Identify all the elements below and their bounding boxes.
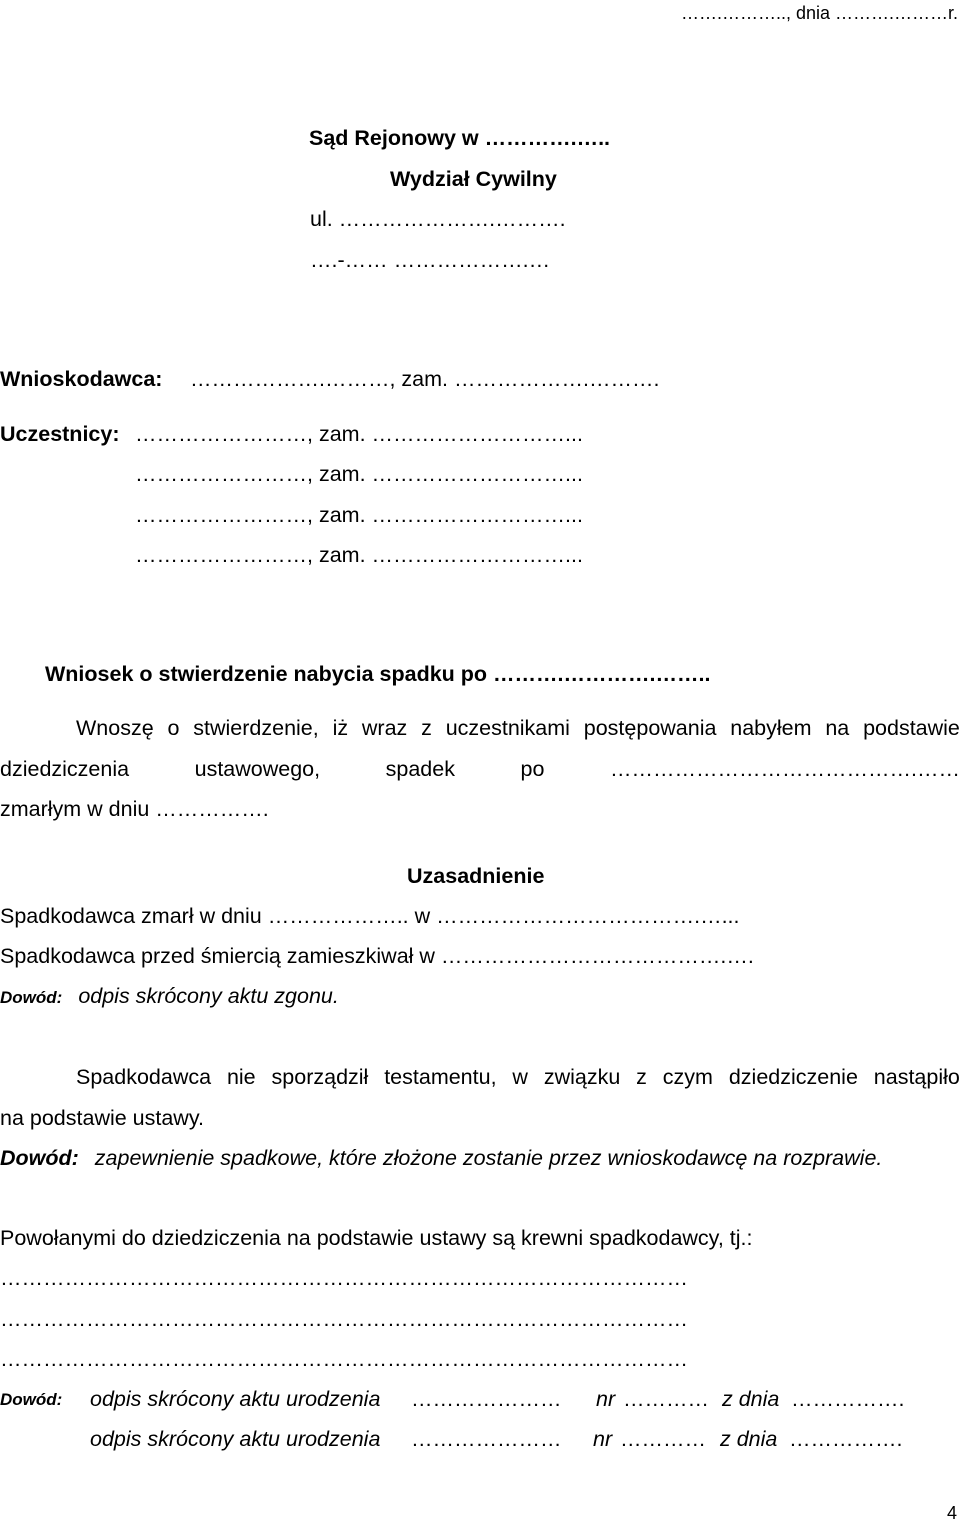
heirs-line: Powołanymi do dziedziczenia na podstawie ustawy są krewni spadkodawcy, tj.: <box>0 1226 753 1250</box>
court-street: ul. ………………….………. <box>310 207 566 231</box>
word: Spadkodawca <box>76 1065 212 1089</box>
word: na <box>825 716 850 740</box>
word: …………………………………….…… <box>609 757 960 781</box>
motion-body-line1 <box>76 718 960 740</box>
proof-1 <box>0 986 339 1008</box>
word: wraz <box>361 716 408 740</box>
page-number: 4 <box>947 1503 958 1523</box>
court-postal: ….-…… ……………….… <box>310 248 551 272</box>
word: spadek <box>385 757 455 781</box>
word: nabyłem <box>730 716 812 740</box>
participant-line: ……………………, zam. ………………………... <box>135 462 583 486</box>
word: ustawowego, <box>194 757 321 781</box>
motion-body-line2 <box>0 759 960 781</box>
word: w <box>512 1065 528 1089</box>
heir-dot-line: …………………………………………………………………………………… <box>0 1268 688 1290</box>
died-line: Spadkodawca zmarł w dniu ……………….. w ……………………………….…... <box>0 904 740 928</box>
word: postępowania <box>583 716 717 740</box>
motion-title: Wniosek o stwierdzenie nabycia spadku po ……….………….…….. <box>45 662 711 686</box>
applicant-label: Wnioskodawca: <box>0 367 163 391</box>
blank-field: ………… <box>620 1427 706 1451</box>
blank-field: ……………. <box>789 1427 903 1451</box>
z-dnia-label: z dnia <box>720 1427 778 1451</box>
word: o <box>167 716 180 740</box>
proof-label: Dowód: <box>0 988 63 1007</box>
word: iż <box>332 716 349 740</box>
word: podstawie <box>863 716 960 740</box>
no-will-line1 <box>76 1067 960 1089</box>
word: z <box>636 1065 647 1089</box>
nr-label: nr <box>596 1387 616 1411</box>
proof-text: odpis skrócony aktu urodzenia <box>90 1387 381 1411</box>
proof-2 <box>0 1148 882 1170</box>
nr-label: nr <box>593 1427 613 1451</box>
applicant-line: ……………….………, zam. ……………….………. <box>190 367 660 391</box>
heir-dot-line: …………………………………………………………………………………… <box>0 1349 688 1371</box>
proof-label: Dowód: <box>0 1390 63 1409</box>
proof-label: Dowód: <box>0 1146 79 1170</box>
date-line: …….……….., dnia ……….………r. <box>680 3 958 23</box>
word: dziedziczenia <box>0 757 130 781</box>
word: dziedziczenie <box>728 1065 858 1089</box>
proof-text: odpis skrócony aktu zgonu. <box>78 984 339 1008</box>
proof-text: zapewnienie spadkowe, które złożone zostanie przez wnioskodawcę na rozprawie. <box>94 1146 883 1170</box>
word: związku <box>543 1065 621 1089</box>
word: Wnoszę <box>76 716 154 740</box>
no-will-line2: na podstawie ustawy. <box>0 1106 204 1130</box>
motion-body-line3: zmarłym w dniu ……………. <box>0 797 269 821</box>
blank-field: ………………… <box>411 1387 562 1411</box>
word: po <box>520 757 545 781</box>
blank-field: ………… <box>623 1387 709 1411</box>
participant-line: ……………………, zam. ………………………... <box>135 543 583 567</box>
word: z <box>421 716 432 740</box>
word: uczestnikami <box>445 716 570 740</box>
heir-dot-line: …………………………………………………………………………………… <box>0 1309 688 1331</box>
z-dnia-label: z dnia <box>722 1387 780 1411</box>
word: nie <box>226 1065 256 1089</box>
blank-field: ……………. <box>791 1387 905 1411</box>
participant-line: ……………………, zam. ………………………... <box>135 503 583 527</box>
word: testamentu, <box>384 1065 497 1089</box>
court-name: Sąd Rejonowy w ………….….. <box>309 126 611 150</box>
participants-label: Uczestnicy: <box>0 422 120 446</box>
word: stwierdzenie, <box>193 716 319 740</box>
blank-field: ………………… <box>411 1427 562 1451</box>
participant-line: ……………………, zam. ………………………... <box>135 422 583 446</box>
justification-heading: Uzasadnienie <box>407 864 545 888</box>
word: nastąpiło <box>873 1065 960 1089</box>
word: czym <box>662 1065 713 1089</box>
proof-text: odpis skrócony aktu urodzenia <box>90 1427 381 1451</box>
court-department: Wydział Cywilny <box>390 167 557 191</box>
lived-line: Spadkodawca przed śmiercią zamieszkiwał w ………………………………….…. <box>0 944 754 968</box>
word: sporządził <box>271 1065 369 1089</box>
